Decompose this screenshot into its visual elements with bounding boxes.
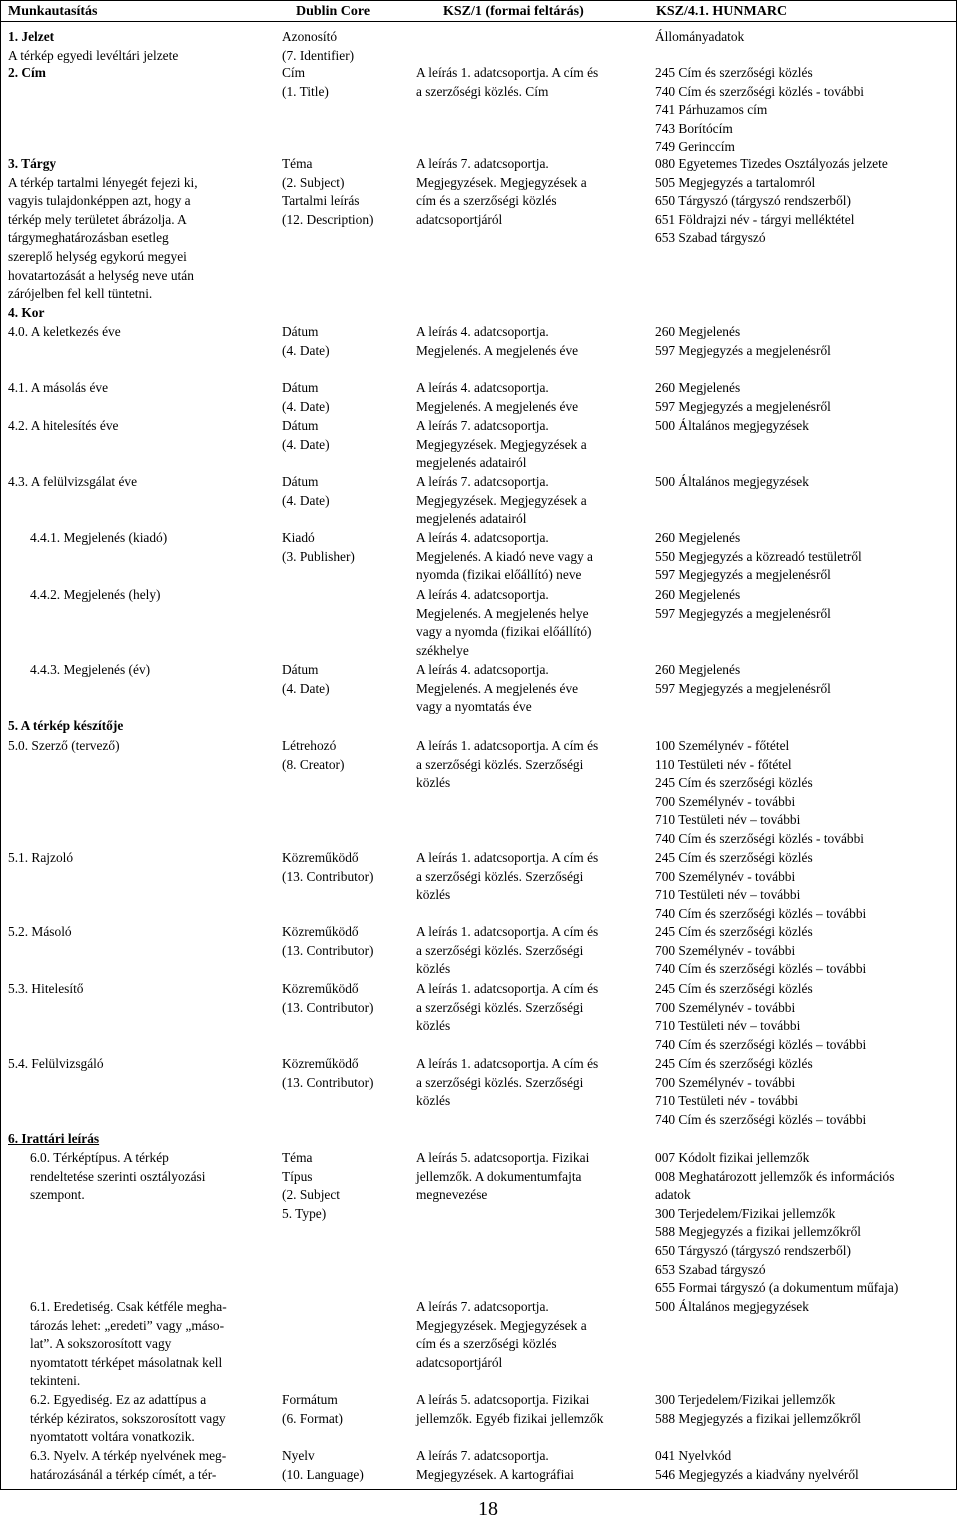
cell-line: 4.4.1. Megjelenés (kiadó): [30, 530, 168, 545]
cell-line: 740 Cím és szerzőségi közlés – további: [655, 961, 867, 977]
cell-line: Dátum: [282, 418, 319, 433]
cell-line: 653 Szabad tárgyszó: [655, 1261, 766, 1277]
cell-line: Dátum: [282, 474, 319, 489]
ksz1-cell: [416, 737, 598, 793]
cell-line: 655 Formai tárgyszó (a dokumentum műfaja): [655, 1280, 899, 1296]
cell-line: Nyelv: [282, 1448, 315, 1463]
cell-line: A leírás 1. adatcsoportja. A cím és: [416, 850, 599, 865]
instruction-cell: [8, 923, 72, 942]
cell-line: 5. Type): [282, 1205, 327, 1221]
cell-line: Téma: [282, 1150, 313, 1165]
cell-line: közlés: [416, 775, 451, 791]
ksz1-cell: [416, 586, 592, 660]
cell-line: 500 Általános megjegyzések: [655, 1299, 809, 1314]
dublin-core-cell: [282, 28, 354, 65]
hunmarc-cell: [655, 1149, 898, 1298]
cell-line: 4.3. A felülvizsgálat éve: [8, 474, 138, 489]
ksz1-cell: [416, 1149, 589, 1205]
hunmarc-cell: [655, 661, 831, 698]
cell-line: A térkép egyedi levéltári jelzete: [8, 47, 179, 63]
cell-line: Megjelenés. A kiadó neve vagy a: [416, 548, 593, 564]
cell-line: lat”. A sokszorosított vagy: [30, 1336, 172, 1352]
cell-line: 2. Cím: [8, 65, 46, 80]
cell-line: A leírás 7. adatcsoportja.: [416, 474, 549, 489]
cell-line: 653 Szabad tárgyszó: [655, 230, 766, 246]
cell-line: Megjelenés. A megjelenés éve: [416, 398, 579, 414]
cell-line: 650 Tárgyszó (tárgyszó rendszerből): [655, 193, 851, 209]
cell-line: 597 Megjegyzés a megjelenésről: [655, 680, 831, 696]
cell-line: (3. Publisher): [282, 548, 355, 564]
cell-line: adatcsoportjáról: [416, 1354, 503, 1370]
instruction-cell: [30, 1149, 206, 1205]
cell-line: A leírás 1. adatcsoportja. A cím és: [416, 981, 599, 996]
hunmarc-cell: [655, 529, 862, 585]
cell-line: (13. Contributor): [282, 1074, 374, 1090]
cell-line: rendeltetése szerinti osztályozási: [30, 1168, 206, 1184]
cell-line: tárgymeghatározásban esetleg: [8, 230, 169, 246]
cell-line: (4. Date): [282, 680, 330, 696]
hunmarc-cell: [655, 1055, 866, 1129]
cell-line: megnevezése: [416, 1187, 488, 1203]
dublin-core-cell: [282, 923, 374, 960]
cell-line: 588 Megjegyzés a fizikai jellemzőkről: [655, 1410, 861, 1426]
header-col-instructions: Munkautasítás: [8, 4, 98, 19]
cell-line: vagy a nyomtatás éve: [416, 699, 532, 715]
cell-line: megjelenés adatairól: [416, 511, 527, 527]
cell-line: (8. Creator): [282, 756, 345, 772]
cell-line: nyomda (fizikai előállító) neve: [416, 567, 582, 583]
cell-line: 700 Személynév - további: [655, 942, 796, 958]
cell-line: 597 Megjegyzés a megjelenésről: [655, 342, 831, 358]
cell-line: Megjegyzések. Megjegyzések a: [416, 1317, 587, 1333]
cell-line: a szerzőségi közlés. Szerzőségi: [416, 942, 584, 958]
cell-line: 546 Megjegyzés a kiadvány nyelvéről: [655, 1466, 859, 1482]
ksz1-cell: [416, 1447, 574, 1484]
cell-line: a szerzőségi közlés. Cím: [416, 83, 549, 99]
cell-line: 3. Tárgy: [8, 156, 57, 171]
ksz1-cell: [416, 1391, 603, 1428]
cell-line: 500 Általános megjegyzések: [655, 474, 809, 489]
cell-line: (13. Contributor): [282, 868, 374, 884]
cell-line: (4. Date): [282, 492, 330, 508]
cell-line: A leírás 1. adatcsoportja. A cím és: [416, 738, 599, 753]
cell-line: (7. Identifier): [282, 47, 355, 63]
cell-line: jellemzők. A dokumentumfajta: [416, 1168, 582, 1184]
cell-line: 080 Egyetemes Tizedes Osztályozás jelzete: [655, 156, 888, 171]
cell-line: (12. Description): [282, 211, 374, 227]
hunmarc-cell: [655, 64, 864, 157]
cell-line: 245 Cím és szerzőségi közlés: [655, 981, 813, 996]
hunmarc-cell: [655, 737, 864, 849]
cell-line: (10. Language): [282, 1466, 364, 1482]
cell-line: A leírás 4. adatcsoportja.: [416, 662, 549, 677]
cell-line: tározás lehet: „eredeti” vagy „máso-: [30, 1317, 225, 1333]
dublin-core-cell: [282, 155, 373, 229]
cell-line: A leírás 1. adatcsoportja. A cím és: [416, 924, 599, 939]
cell-line: 007 Kódolt fizikai jellemzők: [655, 1150, 810, 1165]
dublin-core-cell: [282, 417, 330, 454]
cell-line: 6.0. Térképtípus. A térkép: [30, 1150, 169, 1165]
cell-line: szereplő helység egykorú megyei: [8, 248, 187, 264]
cell-line: Megjelenés. A megjelenés helye: [416, 605, 589, 621]
cell-line: (2. Subject): [282, 174, 345, 190]
ksz1-cell: [416, 379, 578, 416]
cell-line: hovatartozását a helység neve után: [8, 267, 194, 283]
hunmarc-cell: [655, 1298, 809, 1317]
cell-line: 300 Terjedelem/Fizikai jellemzők: [655, 1205, 836, 1221]
cell-line: Dátum: [282, 662, 319, 677]
cell-line: 6.1. Eredetiség. Csak kétféle megha-: [30, 1299, 227, 1314]
instruction-cell: [8, 717, 123, 736]
ksz1-cell: [416, 417, 587, 473]
instruction-cell: [8, 473, 137, 492]
cell-line: határozásánál a térkép címét, a tér-: [30, 1466, 217, 1482]
cell-line: 710 Testületi név – további: [655, 887, 801, 903]
dublin-core-cell: [282, 379, 330, 416]
cell-line: (13. Contributor): [282, 999, 374, 1015]
hunmarc-cell: [655, 28, 744, 47]
cell-line: A leírás 4. adatcsoportja.: [416, 324, 549, 339]
instruction-cell: [8, 323, 121, 342]
cell-line: nyomtatott voltára vonatkozik.: [30, 1429, 195, 1445]
cell-line: 110 Testületi név - főtétel: [655, 756, 792, 772]
dublin-core-cell: [282, 323, 330, 360]
cell-line: 4.0. A keletkezés éve: [8, 324, 121, 339]
cell-line: 245 Cím és szerzőségi közlés: [655, 65, 813, 80]
cell-line: nyomtatott térképet másolatnak kell: [30, 1354, 223, 1370]
header-col-dublin-core: Dublin Core: [296, 4, 371, 19]
cell-line: 505 Megjegyzés a tartalomról: [655, 174, 816, 190]
dublin-core-cell: [282, 980, 374, 1017]
cell-line: Dátum: [282, 324, 319, 339]
cell-line: 1. Jelzet: [8, 29, 55, 44]
instruction-cell: [30, 529, 167, 548]
cell-line: 500 Általános megjegyzések: [655, 418, 809, 433]
cell-line: (13. Contributor): [282, 942, 374, 958]
hunmarc-cell: [655, 1391, 861, 1428]
instruction-cell: [8, 379, 108, 398]
cell-line: Azonosító: [282, 29, 338, 44]
hunmarc-cell: [655, 155, 888, 248]
cell-line: a szerzőségi közlés. Szerzőségi: [416, 868, 584, 884]
cell-line: 700 Személynév - további: [655, 793, 796, 809]
cell-line: 710 Testületi név – további: [655, 1018, 801, 1034]
cell-line: 300 Terjedelem/Fizikai jellemzők: [655, 1392, 836, 1407]
cell-line: 651 Földrajzi név - tárgyi melléktétel: [655, 211, 855, 227]
cell-line: 008 Meghatározott jellemzők és információs: [655, 1168, 895, 1184]
ksz1-cell: [416, 1055, 598, 1111]
cell-line: adatok: [655, 1187, 691, 1203]
cell-line: vagyis tulajdonképpen azt, hogy a: [8, 193, 191, 209]
instruction-cell: [8, 1130, 99, 1149]
cell-line: közlés: [416, 1018, 451, 1034]
instruction-cell: [30, 586, 161, 605]
cell-line: a szerzőségi közlés. Szerzőségi: [416, 999, 584, 1015]
cell-line: Közreműködő: [282, 924, 359, 939]
instruction-cell: [8, 417, 118, 436]
cell-line: 260 Megjelenés: [655, 530, 741, 545]
cell-line: cím és a szerzőségi közlés: [416, 1336, 557, 1352]
dublin-core-cell: [282, 1055, 374, 1092]
instruction-cell: [8, 64, 46, 83]
cell-line: térkép mely területet ábrázolja. A: [8, 211, 187, 227]
cell-line: zárójelben fel kell tüntetni.: [8, 286, 153, 302]
ksz1-cell: [416, 473, 587, 529]
cell-line: 260 Megjelenés: [655, 587, 741, 602]
cell-line: cím és a szerzőségi közlés: [416, 193, 557, 209]
cell-line: közlés: [416, 887, 451, 903]
cell-line: 741 Párhuzamos cím: [655, 102, 768, 118]
instruction-cell: [30, 1298, 227, 1391]
cell-line: A leírás 5. adatcsoportja. Fizikai: [416, 1392, 590, 1407]
cell-line: 6. Irattári leírás: [8, 1131, 100, 1146]
cell-line: Megjegyzések. Megjegyzések a: [416, 492, 587, 508]
cell-line: 597 Megjegyzés a megjelenésről: [655, 567, 831, 583]
cell-line: Cím: [282, 65, 306, 80]
cell-line: A leírás 4. adatcsoportja.: [416, 587, 549, 602]
cell-line: Közreműködő: [282, 981, 359, 996]
cell-line: Dátum: [282, 380, 319, 395]
cell-line: tekinteni.: [30, 1373, 81, 1389]
cell-line: a szerzőségi közlés. Szerzőségi: [416, 756, 584, 772]
cell-line: 100 Személynév - főtétel: [655, 738, 790, 753]
cell-line: A leírás 1. adatcsoportja. A cím és: [416, 1056, 599, 1071]
cell-line: 5.1. Rajzoló: [8, 850, 74, 865]
header-col-hunmarc: KSZ/4.1. HUNMARC: [656, 4, 788, 19]
instruction-cell: [8, 980, 84, 999]
ksz1-cell: [416, 661, 578, 717]
hunmarc-cell: [655, 379, 831, 416]
cell-line: (6. Format): [282, 1410, 343, 1426]
cell-line: A térkép tartalmi lényegét fejezi ki,: [8, 174, 198, 190]
cell-line: 4.2. A hitelesítés éve: [8, 418, 119, 433]
cell-line: Megjegyzések. Megjegyzések a: [416, 174, 587, 190]
cell-line: Megjegyzések. Megjegyzések a: [416, 436, 587, 452]
cell-line: Formátum: [282, 1392, 338, 1407]
cell-line: Közreműködő: [282, 850, 359, 865]
cell-line: 700 Személynév - további: [655, 868, 796, 884]
hunmarc-cell: [655, 923, 866, 979]
cell-line: 743 Borítócím: [655, 120, 733, 136]
instruction-cell: [8, 1055, 104, 1074]
cell-line: Létrehozó: [282, 738, 337, 753]
cell-line: (2. Subject: [282, 1187, 341, 1203]
cell-line: 650 Tárgyszó (tárgyszó rendszerből): [655, 1242, 851, 1258]
dublin-core-cell: [282, 1391, 343, 1428]
cell-line: 245 Cím és szerzőségi közlés: [655, 850, 813, 865]
cell-line: 4.1. A másolás éve: [8, 380, 109, 395]
cell-line: 041 Nyelvkód: [655, 1448, 732, 1463]
cell-line: 260 Megjelenés: [655, 662, 741, 677]
instruction-cell: [8, 155, 198, 304]
cell-line: 6.3. Nyelv. A térkép nyelvének meg-: [30, 1448, 227, 1463]
dublin-core-cell: [282, 64, 329, 101]
ksz1-cell: [416, 849, 598, 905]
cell-line: közlés: [416, 1093, 451, 1109]
cell-line: 740 Cím és szerzőségi közlés – további: [655, 1036, 867, 1052]
cell-line: (4. Date): [282, 342, 330, 358]
cell-line: jellemzők. Egyéb fizikai jellemzők: [416, 1410, 604, 1426]
cell-line: a szerzőségi közlés. Szerzőségi: [416, 1074, 584, 1090]
cell-line: 700 Személynév - további: [655, 999, 796, 1015]
hunmarc-cell: [655, 586, 831, 623]
cell-line: 740 Cím és szerzőségi közlés - további: [655, 83, 864, 99]
cell-line: 245 Cím és szerzőségi közlés: [655, 1056, 813, 1071]
cell-line: A leírás 7. adatcsoportja.: [416, 1299, 549, 1314]
ksz1-cell: [416, 980, 598, 1036]
dublin-core-cell: [282, 1447, 364, 1484]
cell-line: A leírás 7. adatcsoportja.: [416, 1448, 549, 1463]
cell-line: 749 Gerinccím: [655, 139, 735, 155]
cell-line: 5.0. Szerző (tervező): [8, 738, 120, 753]
dublin-core-cell: [282, 661, 330, 698]
cell-line: 260 Megjelenés: [655, 324, 741, 339]
cell-line: Megjelenés. A megjelenés éve: [416, 342, 579, 358]
cell-line: 597 Megjegyzés a megjelenésről: [655, 398, 831, 414]
dublin-core-cell: [282, 849, 374, 886]
instruction-cell: [30, 1391, 226, 1447]
cell-line: 5.3. Hitelesítő: [8, 981, 84, 996]
hunmarc-cell: [655, 849, 866, 923]
cell-line: megjelenés adatairól: [416, 455, 527, 471]
cell-line: 245 Cím és szerzőségi közlés: [655, 775, 813, 791]
dublin-core-cell: [282, 1149, 340, 1223]
cell-line: (4. Date): [282, 398, 330, 414]
cell-line: 710 Testületi név - további: [655, 1093, 799, 1109]
hunmarc-cell: [655, 323, 831, 360]
cell-line: 597 Megjegyzés a megjelenésről: [655, 605, 831, 621]
cell-line: 4. Kor: [8, 305, 45, 320]
cell-line: 5. A térkép készítője: [8, 718, 124, 733]
instruction-cell: [8, 28, 178, 65]
page-number: 18: [478, 1498, 498, 1520]
cell-line: Téma: [282, 156, 313, 171]
cell-line: 245 Cím és szerzőségi közlés: [655, 924, 813, 939]
dublin-core-cell: [282, 737, 344, 774]
instruction-cell: [8, 849, 73, 868]
cell-line: A leírás 1. adatcsoportja. A cím és: [416, 65, 599, 80]
cell-line: Közreműködő: [282, 1056, 359, 1071]
cell-line: 5.4. Felülvizsgáló: [8, 1056, 104, 1071]
hunmarc-cell: [655, 473, 809, 492]
ksz1-cell: [416, 64, 598, 101]
cell-line: Megjelenés. A megjelenés éve: [416, 680, 579, 696]
dublin-core-cell: [282, 529, 355, 566]
cell-line: A leírás 4. adatcsoportja.: [416, 530, 549, 545]
cell-line: adatcsoportjáról: [416, 211, 503, 227]
instruction-cell: [8, 304, 44, 323]
cell-line: 550 Megjegyzés a közreadó testületről: [655, 548, 862, 564]
cell-line: 4.4.2. Megjelenés (hely): [30, 587, 161, 602]
cell-line: A leírás 4. adatcsoportja.: [416, 380, 549, 395]
dublin-core-cell: [282, 473, 330, 510]
instruction-cell: [8, 737, 120, 756]
ksz1-cell: [416, 529, 593, 585]
cell-line: (4. Date): [282, 436, 330, 452]
cell-line: A leírás 7. adatcsoportja.: [416, 418, 549, 433]
header-col-ksz1: KSZ/1 (formai feltárás): [443, 4, 584, 19]
instruction-cell: [30, 661, 150, 680]
hunmarc-cell: [655, 980, 866, 1054]
ksz1-cell: [416, 323, 578, 360]
cell-line: 4.4.3. Megjelenés (év): [30, 662, 151, 677]
cell-line: Megjegyzések. A kartográfiai: [416, 1466, 575, 1482]
cell-line: Típus: [282, 1168, 313, 1184]
hunmarc-cell: [655, 1447, 859, 1484]
cell-line: vagy a nyomda (fizikai előállító): [416, 624, 592, 640]
cell-line: térkép kéziratos, sokszorosított vagy: [30, 1410, 226, 1426]
cell-line: 710 Testületi név – további: [655, 812, 801, 828]
ksz1-cell: [416, 923, 598, 979]
ksz1-cell: [416, 1298, 587, 1372]
ksz1-cell: [416, 155, 587, 229]
cell-line: A leírás 5. adatcsoportja. Fizikai: [416, 1150, 590, 1165]
cell-line: (1. Title): [282, 83, 329, 99]
cell-line: közlés: [416, 961, 451, 977]
cell-line: A leírás 7. adatcsoportja.: [416, 156, 549, 171]
cell-line: 6.2. Egyediség. Ez az adattípus a: [30, 1392, 207, 1407]
cell-line: 700 Személynév - további: [655, 1074, 796, 1090]
instruction-cell: [30, 1447, 226, 1484]
cell-line: Tartalmi leírás: [282, 193, 360, 209]
cell-line: 260 Megjelenés: [655, 380, 741, 395]
cell-line: 588 Megjegyzés a fizikai jellemzőkről: [655, 1224, 861, 1240]
cell-line: szempont.: [30, 1187, 85, 1203]
cell-line: 5.2. Másoló: [8, 924, 72, 939]
cell-line: Kiadó: [282, 530, 315, 545]
cell-line: Állományadatok: [655, 29, 745, 44]
hunmarc-cell: [655, 417, 809, 436]
cell-line: 740 Cím és szerzőségi közlés - további: [655, 830, 864, 846]
cell-line: 740 Cím és szerzőségi közlés – további: [655, 1111, 867, 1127]
cell-line: 740 Cím és szerzőségi közlés – további: [655, 905, 867, 921]
cell-line: székhelye: [416, 642, 469, 658]
